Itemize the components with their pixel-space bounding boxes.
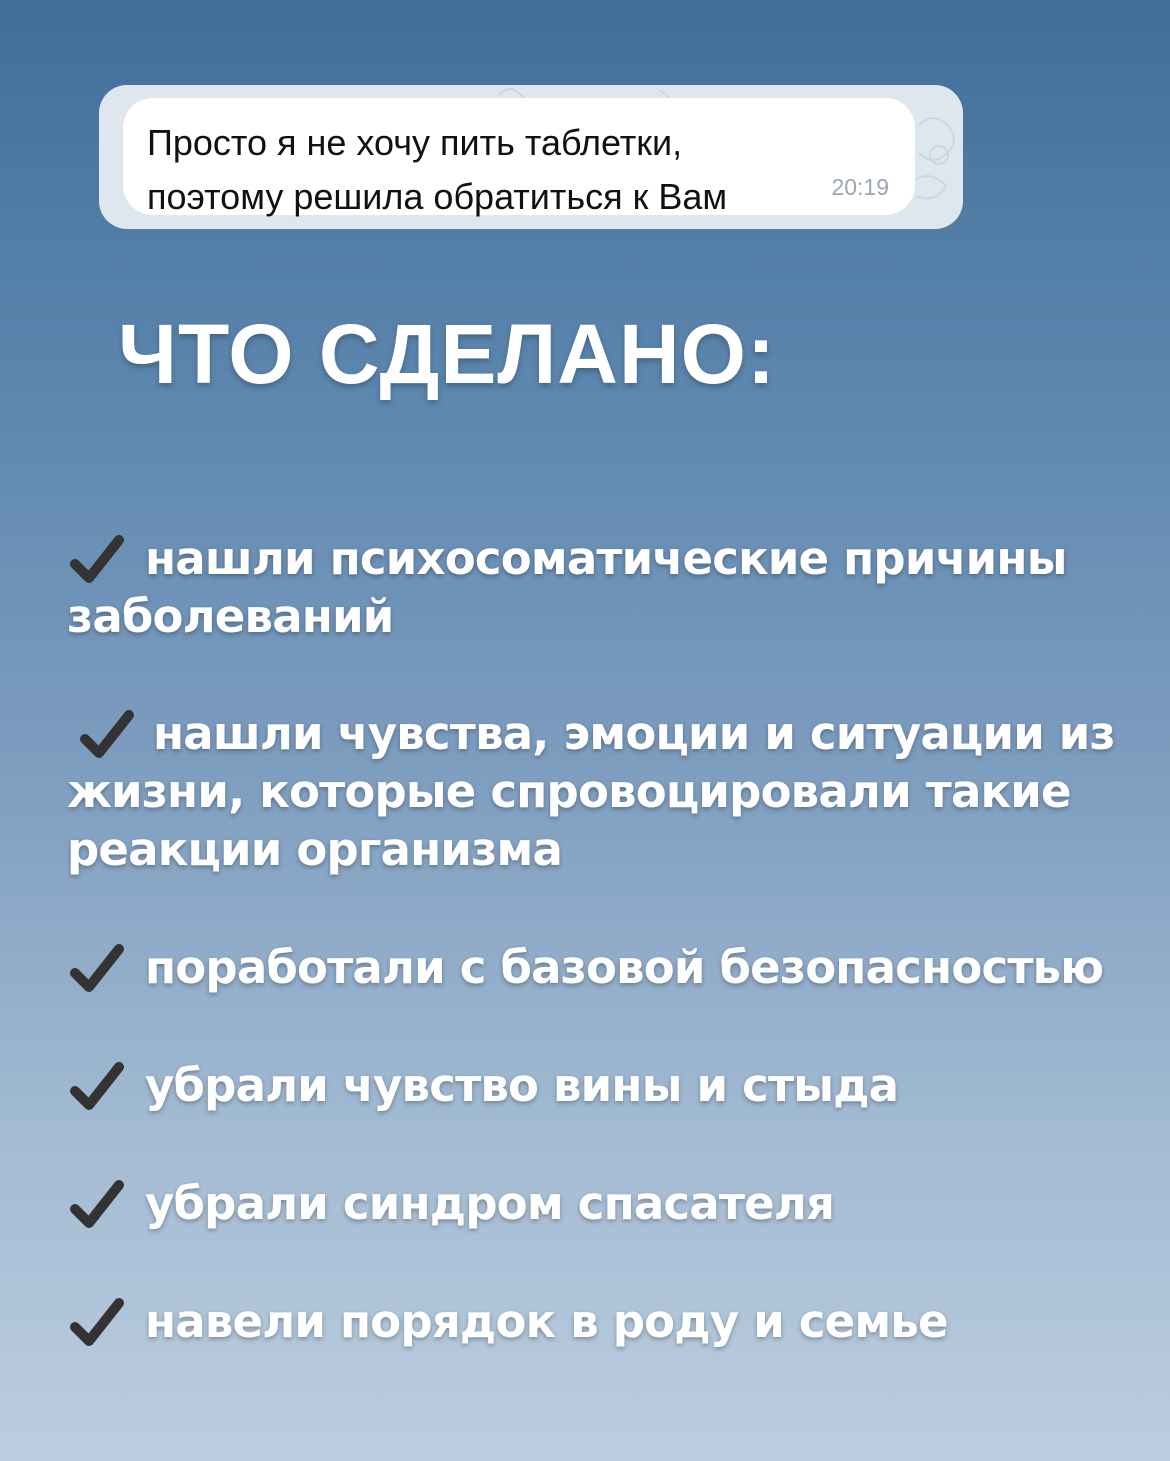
- done-item-text: убрали синдром спасателя: [145, 1177, 835, 1230]
- section-heading: ЧТО СДЕЛАНО:: [118, 307, 776, 401]
- done-item-text: навели порядок в роду и семье: [145, 1295, 948, 1348]
- done-item-text: нашли чувства, эмоции и ситуации из жизни, которые спровоцировали такие реакции организма: [67, 707, 1115, 876]
- message-timestamp: 20:19: [831, 174, 889, 200]
- done-item-text: убрали чувство вины и стыда: [145, 1059, 899, 1112]
- message-text: Просто я не хочу пить таблетки, поэтому решила обратиться к Вам: [147, 122, 728, 217]
- done-item-text: поработали с базовой безопасностью: [145, 941, 1104, 994]
- done-item-text: нашли психосоматические причины заболеваний: [67, 532, 1067, 643]
